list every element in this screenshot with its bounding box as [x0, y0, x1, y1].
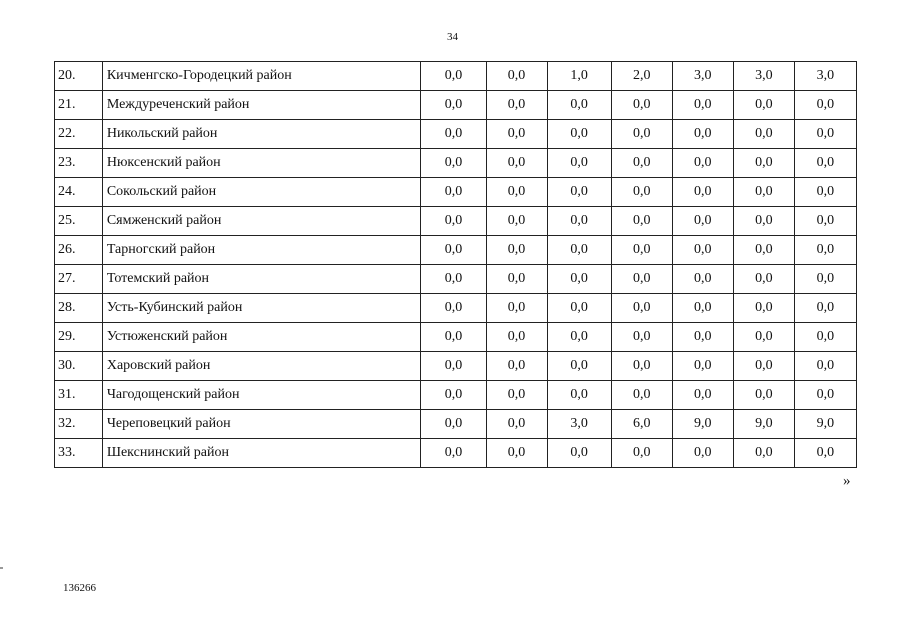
value-cell: 0,0: [421, 410, 486, 439]
value-cell: 0,0: [733, 439, 794, 468]
table-row: [55, 149, 857, 178]
value-cell: 0,0: [611, 294, 672, 323]
district-name-cell: Харовский район: [102, 352, 421, 381]
value-cell: 0,0: [794, 236, 856, 265]
row-number-cell: 26.: [55, 236, 103, 265]
district-values-table: [54, 61, 857, 468]
value-cell: 0,0: [421, 120, 486, 149]
row-number-cell: 22.: [55, 120, 103, 149]
table-row: [55, 120, 857, 149]
value-cell: 0,0: [672, 236, 733, 265]
value-cell: 3,0: [547, 410, 611, 439]
value-cell: 0,0: [486, 439, 547, 468]
value-cell: 0,0: [611, 323, 672, 352]
row-number-cell: 24.: [55, 178, 103, 207]
value-cell: 0,0: [794, 149, 856, 178]
value-cell: 0,0: [421, 207, 486, 236]
table-row: [55, 178, 857, 207]
document-code: 136266: [63, 582, 96, 594]
value-cell: 9,0: [672, 410, 733, 439]
value-cell: 1,0: [547, 62, 611, 91]
value-cell: 0,0: [547, 439, 611, 468]
value-cell: 0,0: [733, 323, 794, 352]
value-cell: 0,0: [547, 323, 611, 352]
value-cell: 0,0: [547, 236, 611, 265]
district-name-cell: Тарногский район: [102, 236, 421, 265]
value-cell: 0,0: [672, 207, 733, 236]
district-name-cell: Чагодощенский район: [102, 381, 421, 410]
row-number-cell: 29.: [55, 323, 103, 352]
value-cell: 0,0: [486, 178, 547, 207]
table-row: [55, 91, 857, 120]
value-cell: 0,0: [672, 120, 733, 149]
value-cell: 0,0: [794, 178, 856, 207]
value-cell: 0,0: [486, 91, 547, 120]
district-name-cell: Нюксенский район: [102, 149, 421, 178]
value-cell: 0,0: [547, 352, 611, 381]
value-cell: 0,0: [733, 381, 794, 410]
value-cell: 0,0: [794, 207, 856, 236]
value-cell: 0,0: [421, 323, 486, 352]
district-name-cell: Череповецкий район: [102, 410, 421, 439]
value-cell: 0,0: [486, 352, 547, 381]
value-cell: 0,0: [547, 178, 611, 207]
row-number-cell: 31.: [55, 381, 103, 410]
value-cell: 0,0: [611, 207, 672, 236]
value-cell: 0,0: [672, 439, 733, 468]
value-cell: 9,0: [733, 410, 794, 439]
table-row: [55, 207, 857, 236]
value-cell: 0,0: [486, 120, 547, 149]
value-cell: 0,0: [672, 178, 733, 207]
closing-quote-mark: »: [843, 473, 851, 489]
value-cell: 0,0: [547, 265, 611, 294]
value-cell: 0,0: [733, 120, 794, 149]
table-row: [55, 62, 857, 91]
table-row: [55, 265, 857, 294]
value-cell: 0,0: [794, 352, 856, 381]
value-cell: 0,0: [486, 62, 547, 91]
value-cell: 0,0: [611, 91, 672, 120]
district-name-cell: Усть-Кубинский район: [102, 294, 421, 323]
value-cell: 0,0: [672, 294, 733, 323]
value-cell: 0,0: [421, 91, 486, 120]
value-cell: 6,0: [611, 410, 672, 439]
table-row: [55, 381, 857, 410]
value-cell: 0,0: [794, 91, 856, 120]
value-cell: 0,0: [672, 323, 733, 352]
value-cell: 0,0: [547, 91, 611, 120]
page-number: 34: [447, 31, 458, 43]
value-cell: 0,0: [611, 236, 672, 265]
row-number-cell: 27.: [55, 265, 103, 294]
value-cell: 0,0: [794, 323, 856, 352]
value-cell: 0,0: [547, 381, 611, 410]
value-cell: 0,0: [547, 149, 611, 178]
value-cell: 0,0: [794, 294, 856, 323]
row-number-cell: 21.: [55, 91, 103, 120]
value-cell: 0,0: [672, 265, 733, 294]
value-cell: 0,0: [733, 265, 794, 294]
value-cell: 0,0: [486, 207, 547, 236]
table-row: [55, 236, 857, 265]
value-cell: 0,0: [421, 62, 486, 91]
row-number-cell: 33.: [55, 439, 103, 468]
district-name-cell: Кичменгско-Городецкий район: [102, 62, 421, 91]
district-name-cell: Устюженский район: [102, 323, 421, 352]
value-cell: 0,0: [421, 265, 486, 294]
value-cell: 3,0: [794, 62, 856, 91]
value-cell: 0,0: [611, 381, 672, 410]
value-cell: 3,0: [672, 62, 733, 91]
value-cell: 0,0: [733, 91, 794, 120]
value-cell: 0,0: [547, 207, 611, 236]
table-row: [55, 410, 857, 439]
scan-edge-mark: [0, 567, 3, 569]
row-number-cell: 30.: [55, 352, 103, 381]
value-cell: 0,0: [733, 207, 794, 236]
value-cell: 0,0: [486, 294, 547, 323]
value-cell: 0,0: [486, 236, 547, 265]
value-cell: 0,0: [733, 352, 794, 381]
value-cell: 0,0: [794, 265, 856, 294]
value-cell: 0,0: [733, 236, 794, 265]
value-cell: 0,0: [611, 439, 672, 468]
value-cell: 0,0: [794, 381, 856, 410]
value-cell: 0,0: [733, 149, 794, 178]
value-cell: 0,0: [421, 352, 486, 381]
value-cell: 9,0: [794, 410, 856, 439]
value-cell: 0,0: [547, 294, 611, 323]
value-cell: 0,0: [672, 91, 733, 120]
table-row: [55, 294, 857, 323]
district-name-cell: Сокольский район: [102, 178, 421, 207]
value-cell: 0,0: [672, 352, 733, 381]
row-number-cell: 25.: [55, 207, 103, 236]
row-number-cell: 23.: [55, 149, 103, 178]
value-cell: 0,0: [486, 410, 547, 439]
value-cell: 0,0: [611, 149, 672, 178]
value-cell: 0,0: [611, 352, 672, 381]
value-cell: 0,0: [486, 381, 547, 410]
value-cell: 3,0: [733, 62, 794, 91]
value-cell: 2,0: [611, 62, 672, 91]
value-cell: 0,0: [672, 149, 733, 178]
table-body: [55, 62, 857, 468]
district-name-cell: Шекснинский район: [102, 439, 421, 468]
district-name-cell: Никольский район: [102, 120, 421, 149]
value-cell: 0,0: [486, 323, 547, 352]
district-name-cell: Тотемский район: [102, 265, 421, 294]
value-cell: 0,0: [733, 294, 794, 323]
value-cell: 0,0: [611, 178, 672, 207]
district-name-cell: Междуреченский район: [102, 91, 421, 120]
value-cell: 0,0: [421, 236, 486, 265]
value-cell: 0,0: [794, 120, 856, 149]
value-cell: 0,0: [421, 294, 486, 323]
value-cell: 0,0: [611, 265, 672, 294]
row-number-cell: 32.: [55, 410, 103, 439]
row-number-cell: 20.: [55, 62, 103, 91]
table-row: [55, 439, 857, 468]
value-cell: 0,0: [421, 439, 486, 468]
value-cell: 0,0: [486, 265, 547, 294]
value-cell: 0,0: [794, 439, 856, 468]
value-cell: 0,0: [421, 178, 486, 207]
value-cell: 0,0: [611, 120, 672, 149]
table-row: [55, 323, 857, 352]
district-name-cell: Сямженский район: [102, 207, 421, 236]
row-number-cell: 28.: [55, 294, 103, 323]
value-cell: 0,0: [421, 381, 486, 410]
value-cell: 0,0: [547, 120, 611, 149]
value-cell: 0,0: [672, 381, 733, 410]
table-row: [55, 352, 857, 381]
value-cell: 0,0: [733, 178, 794, 207]
value-cell: 0,0: [486, 149, 547, 178]
value-cell: 0,0: [421, 149, 486, 178]
